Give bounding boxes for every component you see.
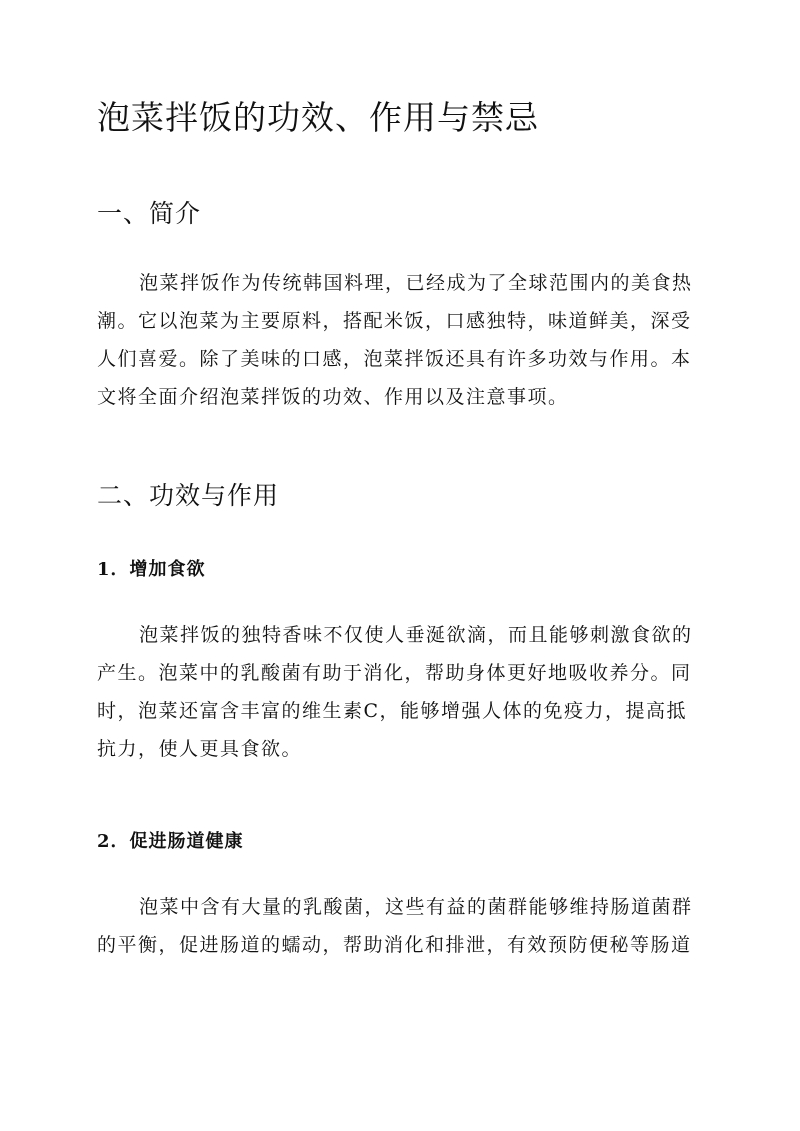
section-heading-intro: 一、简介 (97, 199, 202, 228)
paragraph-line: 泡菜拌饭的独特香味不仅使人垂涎欲滴，而且能够刺激食欲的 (139, 624, 693, 646)
appetite-paragraph (97, 616, 707, 768)
subsection-heading-appetite: 1．增加食欲 (97, 559, 206, 580)
paragraph-line: 泡菜拌饭作为传统韩国料理，已经成为了全球范围内的美食热 (139, 272, 693, 294)
page-title: 泡菜拌饭的功效、作用与禁忌 (97, 98, 539, 137)
section-heading-effects: 二、功效与作用 (97, 481, 280, 510)
gut-health-paragraph (97, 888, 707, 964)
paragraph-line: 文将全面介绍泡菜拌饭的功效、作用以及注意事项。 (97, 386, 569, 408)
paragraph-line: 时，泡菜还富含丰富的维生素C，能够增强人体的免疫力，提高抵 (97, 700, 688, 722)
paragraph-line: 抗力，使人更具食欲。 (97, 738, 303, 760)
paragraph-line: 人们喜爱。除了美味的口感，泡菜拌饭还具有许多功效与作用。本 (97, 348, 692, 370)
paragraph-line: 产生。泡菜中的乳酸菌有助于消化，帮助身体更好地吸收养分。同 (97, 662, 692, 684)
paragraph-line: 的平衡，促进肠道的蠕动，帮助消化和排泄，有效预防便秘等肠道 (97, 934, 692, 956)
subsection-heading-gut-health: 2．促进肠道健康 (97, 831, 244, 852)
paragraph-line: 潮。它以泡菜为主要原料，搭配米饭，口感独特，味道鲜美，深受 (97, 310, 692, 332)
intro-paragraph (97, 264, 707, 416)
paragraph-line: 泡菜中含有大量的乳酸菌，这些有益的菌群能够维持肠道菌群 (139, 896, 693, 918)
